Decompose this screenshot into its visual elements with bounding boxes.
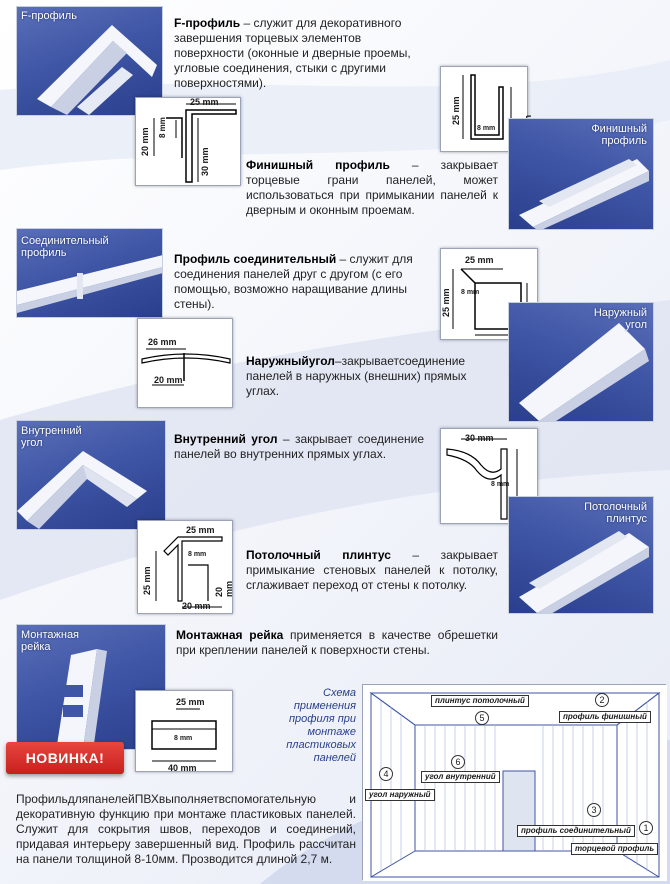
scheme-number-1: 1 [639,821,653,835]
f-profile-label: F-профиль [21,10,77,22]
mounting-rail-title: Монтажная рейка [176,628,284,642]
new-badge: НОВИНКА! [6,742,124,774]
footer-text: ПрофильдляпанелейПВХвыполняетвспомогательную и декоративную функцию при монтаже пластиковых панелей. Служит для сокрытия швов, переходов и соединений, придавая интерьеру завершенный вид. Профиль рассчитан на панели толщиной 8-10мм. Прозводится длиной 2,7 м. [16,792,356,866]
scheme-tag-outer-corner: угол наружный [365,789,435,801]
installation-scheme [362,684,666,880]
connector-dim-gap: 8 mm [461,289,480,296]
finish-dim-gap: 8 mm [477,125,496,132]
inner-corner-text: – закрывает соединение панелей во внутренних прямых углах. [174,432,424,461]
ceiling-dim-bottom: 20 mm [182,601,211,611]
outer-corner-description [246,354,498,399]
outer-corner-text: –закрываетсоединение панелей в наружных (внешних) прямых углах. [246,354,467,398]
connector-dim-top: 25 mm [465,255,494,265]
inner-corner-title: Внутренний угол [174,432,278,446]
finish-profile-label: Финишный профиль [591,123,647,147]
scheme-tag-inner-corner: угол внутренний [421,771,500,783]
rail-dim-gap: 8 mm [174,735,193,742]
ceiling-dim-top: 25 mm [186,525,215,535]
mounting-rail-text: применяется в качестве обрешетки при креплении панелей к поверхности стены. [176,628,499,657]
inner-dim-gap: 8 mm [491,481,510,488]
connector-profile-text: – служит для соединения панелей друг с другом (с его помощью, возможно наращивание длины стены). [174,252,413,311]
scheme-tag-end-profile: торцевой профиль [571,843,658,855]
ceiling-dim-gap: 8 mm [188,551,207,558]
scheme-tag-connector: профиль соединительный [517,825,635,837]
scheme-tag-finish-profile: профиль финишный [559,711,651,723]
f-profile-section [136,98,242,187]
inner-corner-photo [16,420,166,530]
f-dim-width: 25 mm [190,97,219,107]
mounting-rail-description [176,628,498,658]
outer-corner-label: Наружный угол [593,307,647,331]
f-profile-description [174,16,432,91]
connector-profile-title: Профиль соединительный [174,252,337,266]
scheme-number-3: 3 [587,803,601,817]
ceiling-dim-right: 20 mm [214,580,234,597]
f-dim-gap: 8 mm [158,117,167,138]
outer-corner-photo [508,302,654,422]
f-profile-title: F-профиль [174,16,241,30]
outer-corner-drawing [137,318,233,408]
finish-profile-photo [508,118,654,230]
ceiling-plinth-label: Потолочный плинтус [584,501,647,525]
scheme-number-2: 2 [595,693,609,707]
ceiling-plinth-photo [508,496,654,614]
finish-profile-title: Финишный профиль [246,158,390,172]
finish-profile-description [246,158,498,218]
connector-dim-left: 25 mm [441,288,451,317]
connector-profile-label: Соединительный профиль [21,235,109,259]
ceiling-plinth-description [246,548,498,593]
f-dim-tall: 30 mm [200,147,210,176]
outer-corner-section [138,319,234,409]
scheme-caption: Схема применения профиля при монтаже пластиковых панелей [286,687,356,764]
mounting-rail-label: Монтажная рейка [21,629,80,653]
f-dim-short: 20 mm [140,127,150,156]
ceiling-plinth-drawing [137,520,233,614]
scheme-number-5: 5 [475,711,489,725]
inner-corner-label: Внутренний угол [21,425,82,449]
inner-corner-description [174,432,424,462]
f-profile-drawing [135,97,241,186]
ceiling-dim-left: 25 mm [142,566,152,595]
scheme-number-6: 6 [451,755,465,769]
rail-dim-top: 25 mm [176,697,205,707]
connector-profile-description [174,252,430,312]
outer-dim-width: 26 mm [148,337,177,347]
finish-dim-height: 25 mm [451,96,461,125]
ceiling-plinth-title: Потолочный плинтус [246,548,391,562]
inner-dim-width: 30 mm [465,433,494,443]
mounting-rail-drawing [135,690,233,772]
scheme-tag-ceiling-plinth: плинтус потолочный [431,695,529,707]
outer-corner-title: Наружныйугол [246,354,335,368]
finish-profile-text: – закрывает торцевые грани панелей, может использоваться при примыкании панелей к дверным и оконным проемам. [246,158,498,217]
outer-dim-depth: 20 mm [154,375,183,385]
f-profile-text: – служит для декоративного завершения торцевых элементов поверхности (оконные и дверные проемы, угловые соединения, стыки с другими поверхностями). [174,16,411,90]
scheme-number-4: 4 [379,767,393,781]
rail-dim-width: 40 mm [168,763,197,773]
ceiling-plinth-text: – закрывает примыкание стеновых панелей к потолку, сглаживает переход от стены к потолку. [246,548,498,592]
connector-profile-photo [16,228,163,318]
